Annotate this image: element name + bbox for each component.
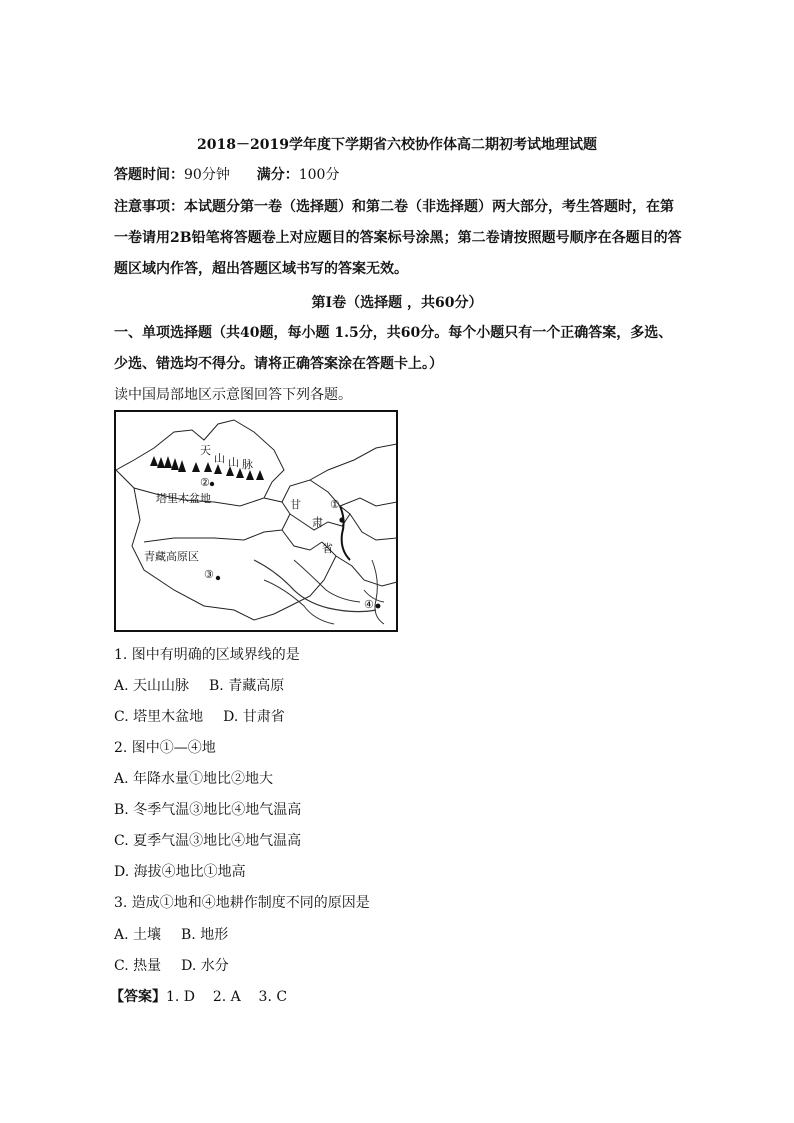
question-3-stem: 3. 造成①地和④地耕作制度不同的原因是 [114, 895, 370, 911]
section-title: 第Ⅰ卷（选择题 ，共60分） [311, 295, 483, 311]
q2-option-d[interactable]: D. 海拔④地比①地高 [114, 864, 246, 880]
map-marker-2: ② [200, 476, 210, 489]
map-drawing [114, 410, 398, 632]
exam-title: 2018－2019学年度下学期省六校协作体高二期初考试地理试题 [197, 137, 597, 153]
map-label-gan: 甘 [290, 498, 301, 511]
question-2-stem: 2. 图中①—④地 [114, 740, 216, 756]
part-one-line-1: 一、单项选择题（共40题，每小题 1.5分，共60分。每个小题只有一个正确答案，多选、 [114, 325, 673, 341]
map-marker-4: ④ [364, 598, 374, 611]
question-1-options-cd [114, 708, 285, 726]
exam-info [114, 166, 339, 184]
map-label-tianshan-2: 山 [214, 452, 225, 465]
map-marker-1: ① [330, 498, 340, 511]
notes-text-1: 本试题分第一卷（选择题）和第二卷（非选择题）两大部分，考生答题时，在第 [184, 199, 674, 215]
map-label-tianshan-1: 天 [200, 444, 211, 457]
q1-option-a[interactable]: A. 天山山脉 [114, 678, 190, 694]
q1-option-d[interactable]: D. 甘肃省 [223, 709, 285, 725]
q1-option-c[interactable]: C. 塔里木盆地 [114, 709, 204, 725]
score-value: 100分 [298, 167, 340, 183]
q3-option-d[interactable]: D. 水分 [181, 958, 229, 974]
q2-option-b[interactable]: B. 冬季气温③地比④地气温高 [114, 802, 302, 818]
question-1-stem: 1. 图中有明确的区域界线的是 [114, 647, 300, 663]
notes-line-2: 一卷请用2B铅笔将答题卷上对应题目的答案标号涂黑；第二卷请按照题号顺序在各题目的答 [114, 230, 682, 246]
time-value: 90分钟 [184, 167, 230, 183]
q3-option-a[interactable]: A. 土壤 [114, 927, 162, 943]
part-one-line-2: 少选、错选均不得分。请将正确答案涂在答题卡上。） [114, 356, 443, 372]
score-label: 满分： [256, 167, 299, 183]
notes-line-1 [114, 198, 674, 216]
question-1-options-ab [114, 677, 284, 695]
notes-label: 注意事项： [114, 199, 184, 215]
map-label-tianshan-3: 山 [228, 456, 239, 469]
map-label-su: 肃 [312, 516, 323, 529]
map-label-tarim: 塔里木盆地 [156, 492, 211, 505]
map-label-qingzang: 青藏高原区 [144, 550, 199, 563]
q3-option-c[interactable]: C. 热量 [114, 958, 162, 974]
map-marker-3: ③ [204, 568, 214, 581]
china-regional-map [114, 410, 398, 632]
q3-option-b[interactable]: B. 地形 [181, 927, 229, 943]
intro-text: 读中国局部地区示意图回答下列各题。 [114, 387, 352, 403]
question-3-options-cd [114, 957, 229, 975]
q2-option-c[interactable]: C. 夏季气温③地比④地气温高 [114, 833, 302, 849]
q2-option-a[interactable]: A. 年降水量①地比②地大 [114, 771, 274, 787]
time-label: 答题时间： [114, 167, 184, 183]
map-label-sheng: 省 [322, 542, 333, 555]
q1-option-b[interactable]: B. 青藏高原 [209, 678, 285, 694]
notes-line-3: 题区域内作答，超出答题区域书写的答案无效。 [114, 261, 408, 277]
map-label-tianshan-4: 脉 [242, 458, 253, 471]
answer-label: 【答案】 [110, 989, 166, 1005]
answer-line [110, 988, 287, 1006]
answer-text: 1. D 2. A 3. C [166, 989, 288, 1005]
question-3-options-ab [114, 926, 228, 944]
